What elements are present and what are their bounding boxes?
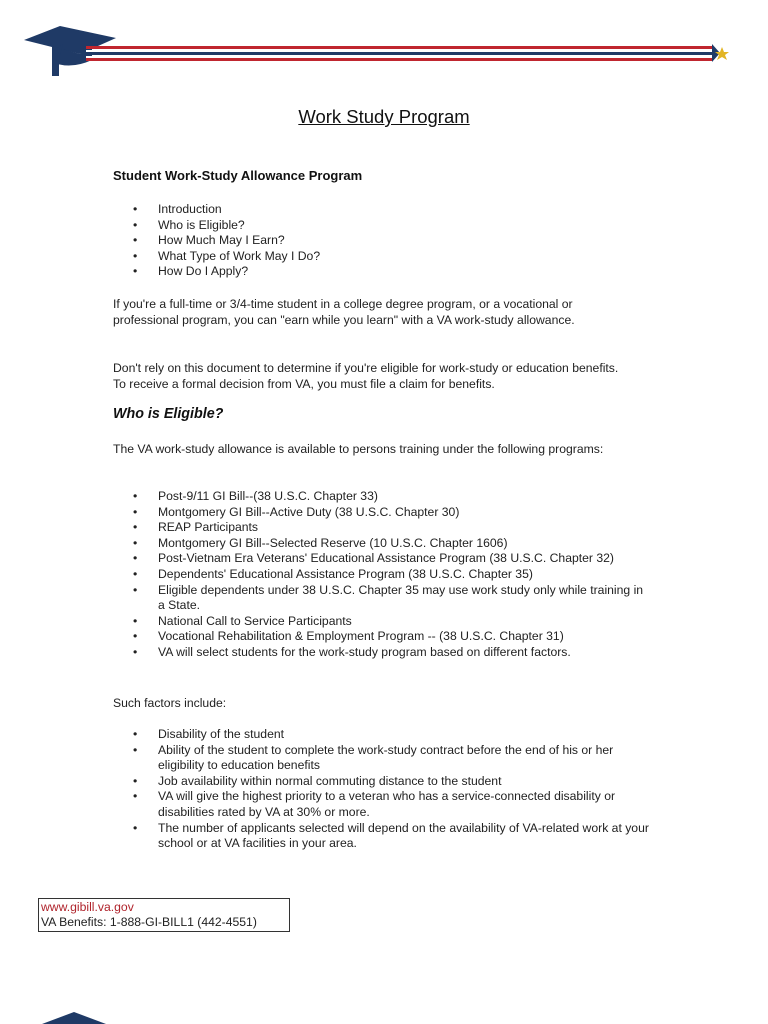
list-item: • Montgomery GI Bill--Active Duty (38 U.S.C. Chapter 30) [130,505,650,521]
toc-item: • What Type of Work May I Do? [130,249,650,265]
website-link[interactable]: www.gibill.va.gov [41,900,134,914]
eligible-intro: The VA work-study allowance is available to persons training under the following programs: [113,442,604,456]
toc-item: • Introduction [130,202,650,218]
phone-number: VA Benefits: 1-888-GI-BILL1 (442-4551) [41,915,257,929]
program-subtitle: Student Work-Study Allowance Program [113,168,363,183]
table-of-contents [130,202,650,280]
toc-item: • How Much May I Earn? [130,233,650,249]
toc-item: • How Do I Apply? [130,264,650,280]
list-item: • VA will give the highest priority to a veteran who has a service-connected disability or disabilities rated by VA at 30% or more. [130,789,650,820]
disclaimer-paragraph: Don't rely on this document to determine if you're eligible for work-study or education benefits. To receive a formal decision from VA, you must file a claim for benefits. [113,361,619,391]
program-list [130,489,650,661]
eligible-heading: Who is Eligible? [113,406,224,422]
factors-intro: Such factors include: [113,696,227,710]
list-item: • Eligible dependents under 38 U.S.C. Chapter 35 may use work study only while training in a State. [130,583,650,614]
header-stripes [86,44,720,62]
star-icon [715,47,729,60]
list-item: • Post-Vietnam Era Veterans' Educational Assistance Program (38 U.S.C. Chapter 32) [130,551,650,567]
contact-box [38,898,290,932]
list-item: • National Call to Service Participants [130,614,650,630]
list-item: • Ability of the student to complete the work-study contract before the end of his or her eligibility to education benefits [130,743,650,774]
list-item: • Job availability within normal commuting distance to the student [130,774,650,790]
toc-item: • Who is Eligible? [130,218,650,234]
footer-cap-icon [38,1010,108,1024]
list-item: • Vocational Rehabilitation & Employment Program -- (38 U.S.C. Chapter 31) [130,629,650,645]
intro-paragraph: If you're a full-time or 3/4-time student in a college degree program, or a vocational or professional program, you can "earn while you learn" with a VA work-study allowance. [113,297,575,327]
list-item: • The number of applicants selected will depend on the availability of VA-related work at your school or at VA facilities in your area. [130,821,650,852]
list-item: • Dependents' Educational Assistance Program (38 U.S.C. Chapter 35) [130,567,650,583]
list-item: • Montgomery GI Bill--Selected Reserve (10 U.S.C. Chapter 1606) [130,536,650,552]
header-banner [0,0,768,90]
page-title: Work Study Program [298,106,470,127]
list-item: • Disability of the student [130,727,650,743]
list-item: • REAP Participants [130,520,650,536]
list-item: • VA will select students for the work-study program based on different factors. [130,645,650,661]
list-item: • Post-9/11 GI Bill--(38 U.S.C. Chapter 33) [130,489,650,505]
factors-list [130,727,650,852]
